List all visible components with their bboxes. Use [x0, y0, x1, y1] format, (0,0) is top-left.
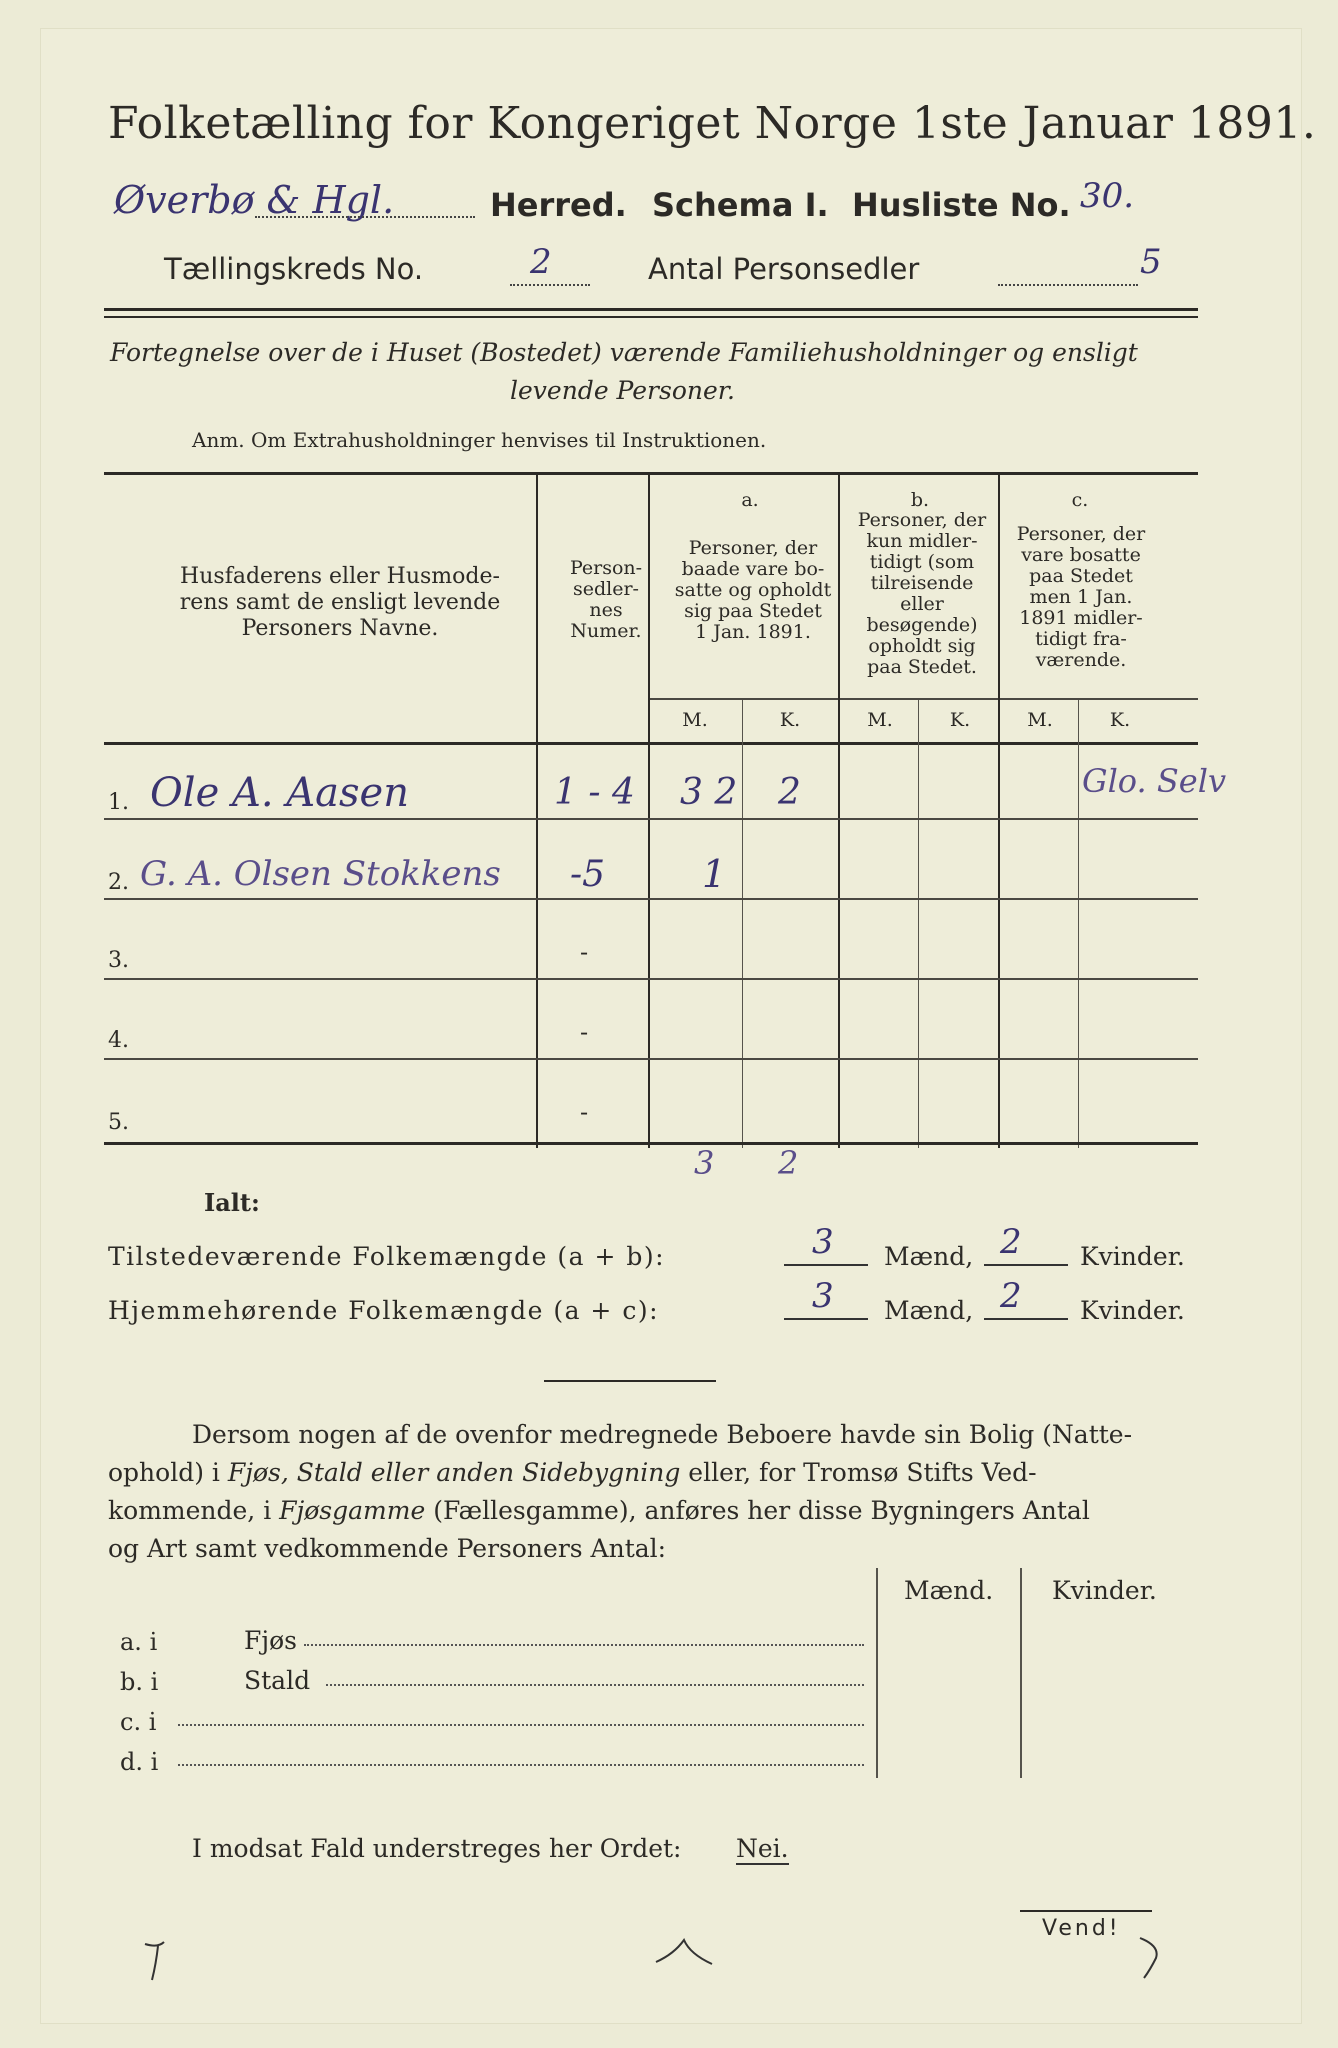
antal-value: 5	[1140, 242, 1162, 282]
row-3-number: 3.	[108, 948, 129, 973]
hjemme-m-value: 3	[812, 1276, 834, 1316]
outbuilding-maend-header: Mænd.	[904, 1576, 994, 1605]
a-k-label: K.	[779, 709, 801, 731]
mk-top-line	[650, 698, 1198, 700]
outbuilding-p2: ophold) i Fjøs, Stald eller anden Sidebygning eller, for Tromsø Stifts Ved-	[108, 1458, 1037, 1487]
outbuilding-row-b-dots	[326, 1684, 864, 1686]
hjemme-m-underline	[784, 1318, 868, 1320]
outbuilding-kvinder-header: Kvinder.	[1052, 1576, 1157, 1605]
table-header-bottom-rule	[104, 742, 1198, 745]
outbuilding-divider-1	[876, 1568, 878, 1778]
kreds-label: Tællingskreds No.	[164, 252, 424, 286]
outbuilding-row-b-letter: b. i	[120, 1668, 159, 1696]
b-m-label: M.	[867, 709, 893, 731]
col-b-header: Personer, der kun midler- tidigt (som tilreisende eller besøgende) opholdt sig paa Stedet.	[857, 509, 987, 678]
row-3-numer: -	[580, 938, 589, 966]
col-divider-b-mk	[918, 700, 919, 1148]
outbuilding-row-b-label: Stald	[244, 1666, 311, 1695]
antal-dotted-line	[998, 284, 1138, 286]
row-line-1	[104, 818, 1198, 820]
row-4-number: 4.	[108, 1028, 129, 1053]
col-divider-c-mk	[1078, 700, 1079, 1148]
nei-word: Nei.	[736, 1834, 789, 1863]
col-a-letter: a.	[741, 489, 759, 511]
total-a-m: 3	[694, 1144, 715, 1182]
tilstede-label: Tilstedeværende Folkemængde (a + b):	[108, 1242, 666, 1271]
outbuilding-p1: Dersom nogen af de ovenfor medregnede Beboere havde sin Bolig (Natte-	[192, 1420, 1133, 1449]
herred-handwritten: Øverbø & Hgl.	[114, 178, 395, 222]
outbuilding-row-c-letter: c. i	[120, 1708, 157, 1736]
total-a-k: 2	[778, 1144, 799, 1182]
row-line-4	[104, 1058, 1198, 1060]
tilstede-k-value: 2	[1000, 1222, 1022, 1262]
hjemme-label: Hjemmehørende Folkemængde (a + c):	[108, 1296, 659, 1325]
section-separator	[544, 1380, 716, 1382]
outbuilding-p3: kommende, i Fjøsgamme (Fællesgamme), anføres her disse Bygningers Antal	[108, 1496, 1090, 1525]
b-k-label: K.	[949, 709, 971, 731]
ialt-label: Ialt:	[204, 1188, 260, 1217]
tilstede-maend: Mænd,	[884, 1242, 974, 1271]
col-names-header: Husfaderens eller Husmode- rens samt de ensligt levende Personers Navne.	[179, 564, 501, 641]
col-c-letter: c.	[1071, 489, 1089, 511]
corner-mark-right	[1130, 1932, 1180, 1982]
kreds-dotted-line	[510, 284, 590, 286]
outbuilding-row-a-dots	[304, 1644, 864, 1646]
row-line-3	[104, 978, 1198, 980]
row-5-number: 5.	[108, 1110, 129, 1135]
hjemme-maend: Mænd,	[884, 1296, 974, 1325]
anm-note: Anm. Om Extrahusholdninger henvises til Instruktionen.	[192, 428, 767, 452]
corner-mark-left	[140, 1936, 200, 1986]
row-2-number: 2.	[108, 870, 129, 895]
row-2-a-m: 1	[702, 852, 727, 896]
row-1-a-m: 3 2	[680, 772, 738, 813]
husliste-label: Husliste No.	[852, 186, 1071, 224]
tilstede-kvinder: Kvinder.	[1080, 1242, 1185, 1271]
outbuilding-row-d-dots	[178, 1764, 864, 1766]
form-title: Folketælling for Kongeriget Norge 1ste Januar 1891.	[108, 98, 1317, 149]
tilstede-m-underline	[784, 1264, 868, 1266]
header-rule-bottom	[104, 316, 1198, 318]
hjemme-k-underline	[984, 1318, 1068, 1320]
col-numer-header: Person- sedler- nes Numer.	[569, 557, 643, 642]
header-rule-top	[104, 308, 1198, 311]
col-b-letter: b.	[910, 489, 930, 511]
outbuilding-row-d-letter: d. i	[120, 1748, 159, 1776]
hjemme-k-value: 2	[1000, 1276, 1022, 1316]
row-line-2	[104, 898, 1198, 900]
c-k-label: K.	[1109, 709, 1131, 731]
antal-label: Antal Personsedler	[648, 252, 920, 286]
col-divider-numer	[648, 474, 650, 1148]
outbuilding-row-c-dots	[178, 1724, 864, 1726]
vend-rule	[1020, 1910, 1152, 1912]
modsat-text: I modsat Fald understreges her Ordet:	[192, 1834, 682, 1863]
col-divider-a	[838, 474, 840, 1148]
table-bottom-rule	[104, 1142, 1198, 1145]
row-1-name: Ole A. Aasen	[150, 770, 409, 816]
herred-dotted-line	[255, 216, 475, 218]
outbuilding-divider-2	[1020, 1568, 1022, 1778]
husliste-value: 30.	[1080, 176, 1135, 216]
row-1-numer: 1 - 4	[554, 772, 635, 813]
col-a-header: Personer, der baade vare bo- satte og opholdt sig paa Stedet 1 Jan. 1891.	[674, 537, 832, 643]
intro-line-1: Fortegnelse over de i Huset (Bostedet) værende Familiehusholdninger og ensligt	[110, 338, 1138, 367]
row-1-a-k: 2	[778, 772, 801, 813]
row-1-number: 1.	[108, 790, 129, 815]
herred-label: Herred.	[490, 186, 627, 224]
tilstede-m-value: 3	[812, 1222, 834, 1262]
census-form-page	[40, 28, 1317, 2024]
tilstede-k-underline	[984, 1264, 1068, 1266]
a-m-label: M.	[682, 709, 708, 731]
row-1-c-k: Glo. Selv	[1082, 762, 1227, 800]
row-2-numer: -5	[570, 854, 606, 895]
col-c-header: Personer, der vare bosatte paa Stedet men 1 Jan. 1891 midler- tidigt fra- værende.	[1016, 523, 1146, 671]
outbuilding-row-a-label: Fjøs	[244, 1626, 297, 1655]
outbuilding-p4: og Art samt vedkommende Personers Antal:	[108, 1534, 667, 1563]
outbuilding-row-a-letter: a. i	[120, 1628, 158, 1656]
col-divider-names	[536, 474, 538, 1148]
schema-label: Schema I.	[652, 186, 829, 224]
vend-text: Vend!	[1042, 1916, 1121, 1941]
row-2-name: G. A. Olsen Stokkens	[140, 854, 501, 894]
row-4-numer: -	[580, 1018, 589, 1046]
intro-line-2: levende Personer.	[510, 376, 735, 405]
corner-mark-center	[650, 1932, 720, 1972]
c-m-label: M.	[1027, 709, 1053, 731]
col-divider-b	[998, 474, 1000, 1148]
kreds-value: 2	[530, 242, 552, 282]
table-top-rule	[104, 472, 1198, 475]
col-divider-a-mk	[742, 700, 743, 1148]
row-5-numer: -	[580, 1098, 589, 1126]
hjemme-kvinder: Kvinder.	[1080, 1296, 1185, 1325]
